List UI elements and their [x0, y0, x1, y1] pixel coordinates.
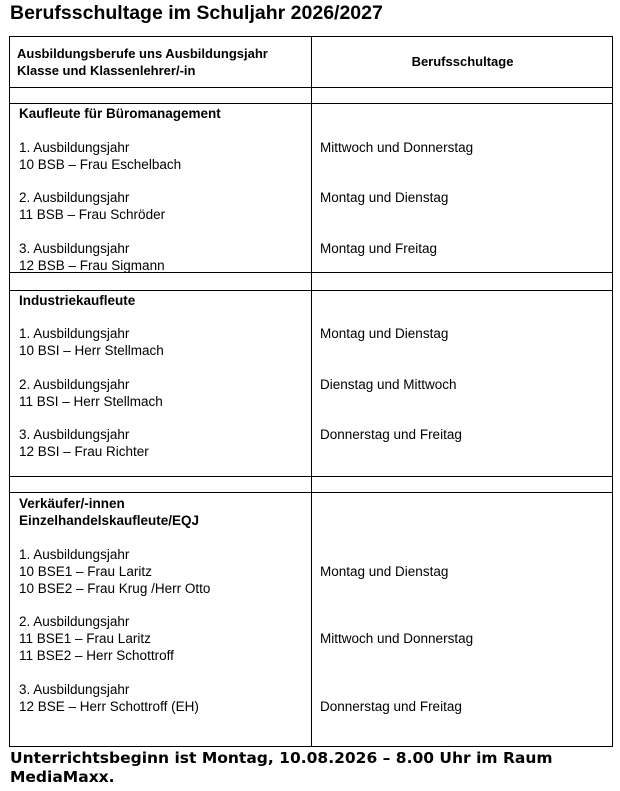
school-days: Mittwoch und Donnerstag: [320, 140, 474, 155]
list-item: [19, 681, 199, 715]
year-label: 3. Ausbildungsjahr: [19, 427, 130, 442]
header-left-line1: Ausbildungsberufe uns Ausbildungsjahr: [17, 46, 268, 61]
section-title: Industriekaufleute: [19, 293, 136, 308]
row-divider: [9, 290, 613, 291]
list-item: [19, 613, 174, 664]
school-days: Dienstag und Mittwoch: [320, 377, 457, 392]
class-teacher: 10 BSB – Frau Eschelbach: [19, 157, 182, 172]
class-teacher: 10 BSE1 – Frau Laritz: [19, 564, 152, 579]
header-right: Berufsschultage: [411, 54, 514, 69]
year-label: 3. Ausbildungsjahr: [19, 241, 130, 256]
row-divider: [9, 492, 613, 493]
school-days: Montag und Dienstag: [320, 564, 449, 579]
class-teacher: 11 BSE2 – Herr Schottroff: [19, 648, 174, 663]
school-days: Donnerstag und Freitag: [320, 699, 462, 714]
list-item: [19, 189, 165, 223]
section-title: [19, 495, 199, 529]
class-teacher: 12 BSB – Frau Sigmann: [19, 258, 165, 273]
list-item: [19, 240, 165, 274]
class-teacher: 11 BSB – Frau Schröder: [19, 207, 166, 222]
column-divider: [311, 36, 312, 747]
class-teacher: 12 BSI – Frau Richter: [19, 444, 149, 459]
school-days: Montag und Dienstag: [320, 190, 449, 205]
year-label: 1. Ausbildungsjahr: [19, 326, 130, 341]
list-item: [19, 139, 181, 173]
class-teacher: 10 BSI – Herr Stellmach: [19, 343, 164, 358]
footer-note: [10, 749, 610, 787]
section-title-line1: Verkäufer/-innen: [19, 496, 125, 511]
year-label: 2. Ausbildungsjahr: [19, 614, 130, 629]
class-teacher: 12 BSE – Herr Schottroff (EH): [19, 699, 199, 714]
year-label: 1. Ausbildungsjahr: [19, 140, 130, 155]
school-days: Mittwoch und Donnerstag: [320, 631, 474, 646]
list-item: [19, 546, 210, 597]
page-title: Berufsschultage im Schuljahr 2026/2027: [10, 2, 383, 24]
list-item: [19, 426, 149, 460]
footer-line2: MediaMaxx.: [10, 768, 115, 786]
section-title: Kaufleute für Büromanagement: [19, 106, 221, 121]
class-teacher: 11 BSI – Herr Stellmach: [19, 394, 163, 409]
header-left-line2: Klasse und Klassenlehrer/-in: [17, 63, 196, 78]
class-teacher: 11 BSE1 – Frau Laritz: [19, 631, 151, 646]
list-item: [19, 376, 163, 410]
year-label: 2. Ausbildungsjahr: [19, 190, 130, 205]
list-item: [19, 325, 164, 359]
year-label: 3. Ausbildungsjahr: [19, 682, 130, 697]
year-label: 1. Ausbildungsjahr: [19, 547, 130, 562]
row-divider: [9, 476, 613, 477]
footer-line1: Unterrichtsbeginn ist Montag, 10.08.2026 – 8.00 Uhr im Raum: [10, 749, 553, 767]
row-divider: [9, 87, 613, 88]
school-days: Montag und Freitag: [320, 241, 438, 256]
year-label: 2. Ausbildungsjahr: [19, 377, 130, 392]
school-days: Montag und Dienstag: [320, 326, 449, 341]
school-days: Donnerstag und Freitag: [320, 427, 462, 442]
class-teacher: 10 BSE2 – Frau Krug /Herr Otto: [19, 581, 211, 596]
section-title-line2: Einzelhandelskaufleute/EQJ: [19, 513, 200, 528]
row-divider: [9, 103, 613, 104]
header-left: [17, 45, 268, 79]
